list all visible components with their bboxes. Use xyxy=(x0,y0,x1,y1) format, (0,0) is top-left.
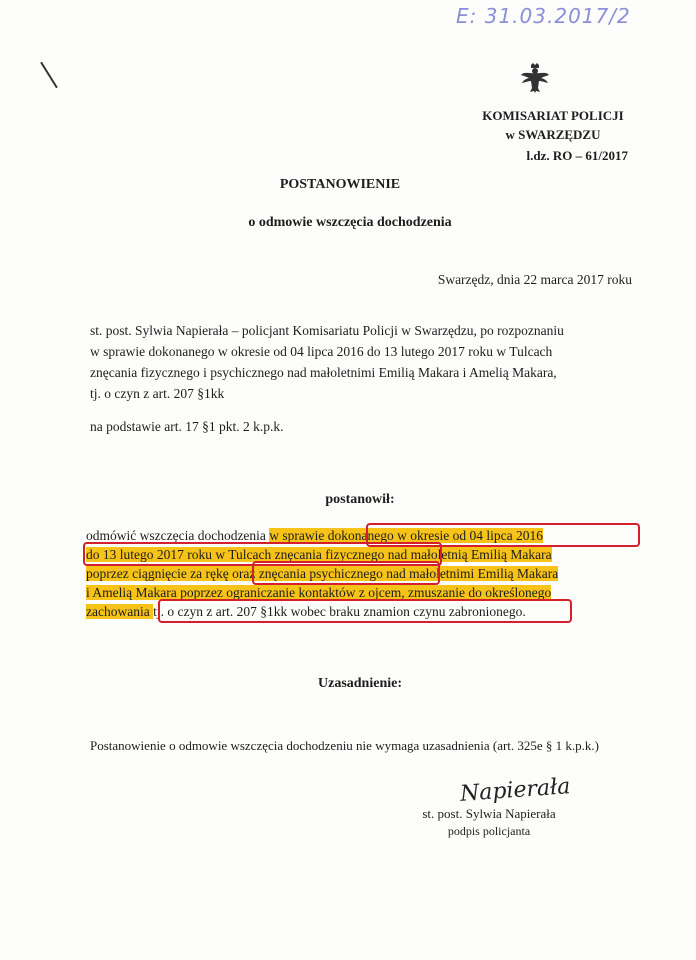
reference-number: l.dz. RO – 61/2017 xyxy=(526,148,628,163)
highlighted-text: nad małoletnią Emilią Makara xyxy=(384,547,552,562)
highlighted-boxed-text: dokonanego w okresie od 04 lipca 2016 xyxy=(327,528,543,543)
document-title: POSTANOWIENIE xyxy=(279,177,401,192)
polish-eagle-emblem-icon xyxy=(520,62,550,94)
intro-line-4: tj. o czyn z art. 207 §1kk xyxy=(90,386,225,401)
justification-heading: Uzasadnienie: xyxy=(318,676,402,691)
place-and-date: Swarzędz, dnia 22 marca 2017 roku xyxy=(437,272,632,287)
highlighted-text: w sprawie xyxy=(269,528,328,543)
legal-basis: na podstawie art. 17 §1 pkt. 2 k.p.k. xyxy=(90,419,284,434)
intro-line-2: w sprawie dokonanego w okresie od 04 lipca 2016 do 13 lutego 2017 roku w Tulcach xyxy=(90,344,553,359)
highlighted-text: i Amelią Makara poprzez ograniczanie kontaktów z ojcem, zmuszanie do określonego xyxy=(86,585,552,600)
pen-tick-mark xyxy=(40,62,58,89)
signer-role: podpis policjanta xyxy=(447,824,531,838)
red-annotation-box xyxy=(158,599,572,623)
justification-text: Postanowienie o odmowie wszczęcia dochodzeniu nie wymaga uzasadnienia (art. 325e § 1 k.p.k.) xyxy=(90,738,599,753)
highlighted-text: nad małoletnimi Emilią Makara xyxy=(386,566,559,581)
signer-name: st. post. Sylwia Napierała xyxy=(422,806,556,821)
highlighted-boxed-text: do 13 lutego 2017 roku w Tulcach znęcania fizycznego xyxy=(86,547,385,562)
red-annotation-box xyxy=(252,561,440,585)
authority-name: KOMISARIAT POLICJI xyxy=(482,108,624,123)
handwritten-note: E: 31.03.2017/2 xyxy=(456,4,631,28)
issuing-authority xyxy=(478,106,628,144)
decision-text: odmówić wszczęcia dochodzenia xyxy=(86,528,270,543)
handwritten-signature: Napierała xyxy=(459,774,572,807)
highlighted-boxed-text: oraz znęcania psychicznego xyxy=(232,566,387,581)
highlighted-text: poprzez ciągnięcie za rękę xyxy=(86,566,233,581)
authority-location: w SWARZĘDZU xyxy=(505,127,601,142)
intro-line-1: st. post. Sylwia Napierała – policjant Komisariatu Policji w Swarzędzu, po rozpoznaniu xyxy=(90,323,564,338)
highlighted-text: zachowania xyxy=(86,604,154,619)
decision-heading: postanowił: xyxy=(325,492,395,507)
boxed-text: tj. o czyn z art. 207 §1kk wobec braku znamion czynu zabronionego. xyxy=(153,604,526,619)
document-subtitle: o odmowie wszczęcia dochodzenia xyxy=(248,215,452,230)
intro-line-3: znęcania fizycznego i psychicznego nad małoletnimi Emilią Makara i Amelią Makara, xyxy=(90,365,557,380)
